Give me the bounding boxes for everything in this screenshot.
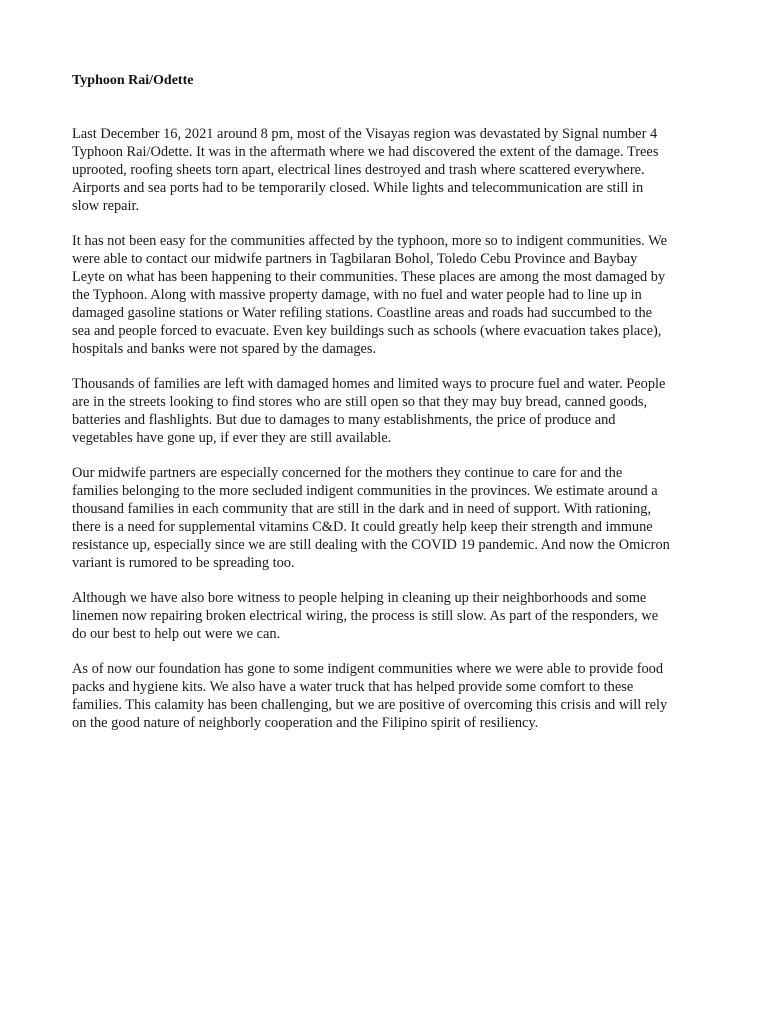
paragraph-5: Although we have also bore witness to people helping in cleaning up their neighborhoods and some linemen now repairing broken electrical wiring, the process is still slow. As part of the responders, we do our best to help out were we can. xyxy=(72,590,659,642)
paragraph-6: As of now our foundation has gone to some indigent communities where we were able to provide food packs and hygiene kits. We also have a water truck that has helped provide some comfort to these families. This calamity has been challenging, but we are positive of overcoming this crisis and will rely on the good nature of neighborly cooperation and the Filipino spirit of resiliency. xyxy=(72,661,668,731)
paragraph-3: Thousands of families are left with damaged homes and limited ways to procure fuel and water. People are in the streets looking to find stores who are still open so that they may buy bread, canned goods, batteries and flashlights. But due to damages to many establishments, the price of produce and vegetables have gone up, if ever they are still available. xyxy=(72,376,666,446)
paragraph-2: It has not been easy for the communities affected by the typhoon, more so to indigent communities. We were able to contact our midwife partners in Tagbilaran Bohol, Toledo Cebu Province and Baybay Leyte on what has been happening to their communities. These places are among the most damaged by the Typhoon. Along with massive property damage, with no fuel and water people had to line up in damaged gasoline stations or Water refiling stations. Coastline areas and roads had succumbed to the sea and people forced to evacuate. Even key buildings such as schools (where evacuation takes place), hospitals and banks were not spared by the damages. xyxy=(72,233,667,357)
document-title: Typhoon Rai/Odette xyxy=(72,73,194,88)
paragraph-1: Last December 16, 2021 around 8 pm, most of the Visayas region was devastated by Signal number 4 Typhoon Rai/Odette. It was in the aftermath where we had discovered the extent of the damage. Trees uprooted, roofing sheets torn apart, electrical lines destroyed and trash where scattered everywhere. Airports and sea ports had to be temporarily closed. While lights and telecommunication are still in slow repair. xyxy=(72,126,659,214)
paragraph-4: Our midwife partners are especially concerned for the mothers they continue to care for and the families belonging to the more secluded indigent communities in the provinces. We estimate around a thousand families in each community that are still in the dark and in need of support. With rationing, there is a need for supplemental vitamins C&D. It could greatly help keep their strength and immune resistance up, especially since we are still dealing with the COVID 19 pandemic. And now the Omicron variant is rumored to be spreading too. xyxy=(72,465,670,571)
document-body xyxy=(72,125,696,732)
